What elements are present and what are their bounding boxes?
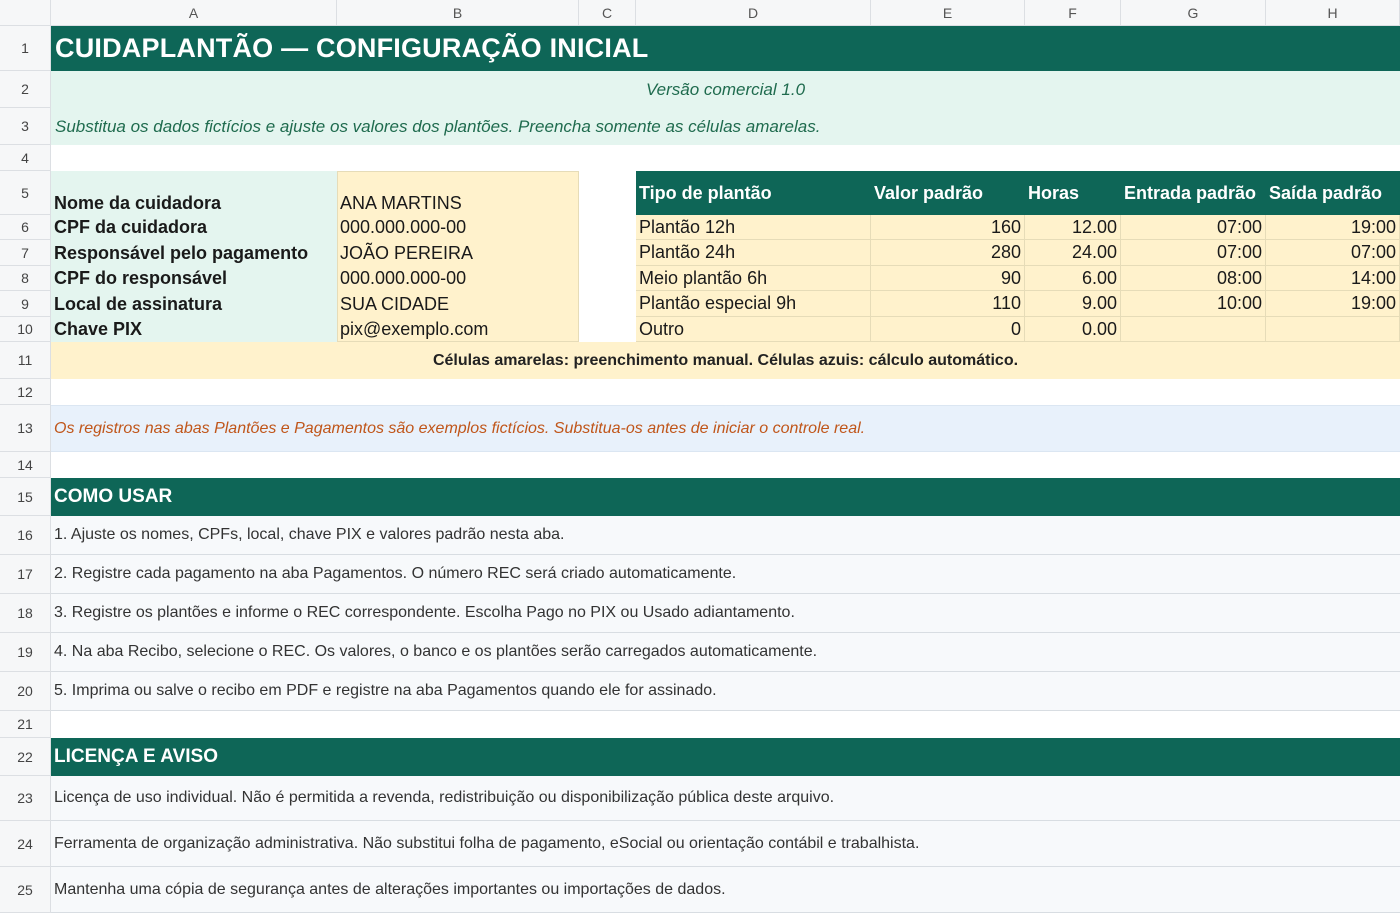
shift-header-entrada[interactable]: Entrada padrão (1124, 182, 1257, 203)
column-header-e[interactable]: E (871, 0, 1025, 26)
shift-cell[interactable]: Plantão especial 9h (636, 291, 871, 317)
shift-cell[interactable]: 0.00 (1025, 317, 1121, 342)
license-heading[interactable]: LICENÇA E AVISO (51, 738, 1400, 776)
row-header-16[interactable]: 16 (0, 516, 51, 555)
row-header-15[interactable]: 15 (0, 478, 51, 516)
row-header-21[interactable]: 21 (0, 711, 51, 738)
shift-cell[interactable]: 90 (871, 266, 1025, 291)
row-header-19[interactable]: 19 (0, 633, 51, 672)
row-header-3[interactable]: 3 (0, 108, 51, 145)
row-header-9[interactable]: 9 (0, 291, 51, 317)
shift-cell[interactable]: Plantão 12h (636, 215, 871, 240)
shift-cell[interactable] (1266, 317, 1400, 342)
how-to-step[interactable]: 3. Registre os plantões e informe o REC correspondente. Escolha Pago no PIX ou Usado adiantamento. (51, 594, 1400, 633)
instruction-text[interactable]: Substitua os dados fictícios e ajuste os valores dos plantões. Preencha somente as células amarelas. (51, 108, 1400, 145)
column-header-c[interactable]: C (579, 0, 636, 26)
shift-cell[interactable]: 110 (871, 291, 1025, 317)
select-all-corner[interactable] (0, 0, 51, 26)
row-header-11[interactable]: 11 (0, 342, 51, 379)
version-label: Versão comercial 1.0 (645, 79, 806, 99)
config-label-cpf-cuidadora[interactable]: CPF da cuidadora (54, 217, 208, 237)
shift-cell[interactable]: 14:00 (1266, 266, 1400, 291)
row-header-17[interactable]: 17 (0, 555, 51, 594)
config-value-cpf-responsavel[interactable]: 000.000.000-00 (340, 268, 467, 288)
shift-cell[interactable]: 6.00 (1025, 266, 1121, 291)
shift-cell[interactable]: 12.00 (1025, 215, 1121, 240)
page-title[interactable]: CUIDAPLANTÃO — CONFIGURAÇÃO INICIAL (51, 26, 1400, 71)
shift-cell[interactable]: Meio plantão 6h (636, 266, 871, 291)
row-header-25[interactable]: 25 (0, 867, 51, 913)
row-header-24[interactable]: 24 (0, 821, 51, 867)
how-to-step[interactable]: 4. Na aba Recibo, selecione o REC. Os valores, o banco e os plantões serão carregados automaticamente. (51, 633, 1400, 672)
how-to-step[interactable]: 1. Ajuste os nomes, CPFs, local, chave PIX e valores padrão nesta aba. (51, 516, 1400, 555)
row-header-8[interactable]: 8 (0, 266, 51, 291)
config-value-pix[interactable]: pix@exemplo.com (340, 319, 489, 339)
version-banner[interactable] (51, 71, 1400, 108)
config-value-nome[interactable]: ANA MARTINS (340, 192, 462, 213)
how-to-heading[interactable]: COMO USAR (51, 478, 1400, 516)
shift-cell[interactable]: Plantão 24h (636, 240, 871, 266)
shift-cell[interactable]: Outro (636, 317, 871, 342)
config-label-responsavel[interactable]: Responsável pelo pagamento (54, 242, 309, 263)
how-to-step[interactable]: 2. Registre cada pagamento na aba Pagamentos. O número REC será criado automaticamente. (51, 555, 1400, 594)
license-line[interactable]: Mantenha uma cópia de segurança antes de alterações importantes ou importações de dados. (51, 867, 1400, 913)
config-label-nome[interactable]: Nome da cuidadora (54, 192, 222, 213)
shift-cell[interactable] (1121, 317, 1266, 342)
column-header-g[interactable]: G (1121, 0, 1266, 26)
column-header-b[interactable]: B (337, 0, 579, 26)
shift-cell[interactable]: 0 (871, 317, 1025, 342)
shift-header-saida[interactable]: Saída padrão (1269, 182, 1383, 203)
config-value-responsavel[interactable]: JOÃO PEREIRA (340, 242, 474, 263)
legend-note[interactable]: Células amarelas: preenchimento manual. Células azuis: cálculo automático. (51, 342, 1400, 379)
config-label-cpf-responsavel[interactable]: CPF do responsável (54, 268, 228, 288)
how-to-step[interactable]: 5. Imprima ou salve o recibo em PDF e registre na aba Pagamentos quando ele for assinado. (51, 672, 1400, 711)
sample-data-warning[interactable]: Os registros nas abas Plantões e Pagamentos são exemplos fictícios. Substitua-os antes de iniciar o controle real. (51, 405, 1400, 452)
row-header-12[interactable]: 12 (0, 379, 51, 405)
row-header-20[interactable]: 20 (0, 672, 51, 711)
row-header-18[interactable]: 18 (0, 594, 51, 633)
row-header-5[interactable]: 5 (0, 171, 51, 215)
config-value-local[interactable]: SUA CIDADE (340, 293, 450, 314)
column-header-d[interactable]: D (636, 0, 871, 26)
column-header-h[interactable]: H (1266, 0, 1400, 26)
config-label-local[interactable]: Local de assinatura (54, 293, 223, 314)
shift-cell[interactable]: 08:00 (1121, 266, 1266, 291)
row-header-10[interactable]: 10 (0, 317, 51, 342)
shift-header-horas[interactable]: Horas (1028, 182, 1080, 203)
shift-cell[interactable]: 07:00 (1121, 215, 1266, 240)
row-header-4[interactable]: 4 (0, 145, 51, 171)
row-header-13[interactable]: 13 (0, 405, 51, 452)
row-header-22[interactable]: 22 (0, 738, 51, 776)
shift-cell[interactable]: 24.00 (1025, 240, 1121, 266)
config-value-cpf-cuidadora[interactable]: 000.000.000-00 (340, 217, 467, 237)
shift-cell[interactable]: 07:00 (1266, 240, 1400, 266)
shift-cell[interactable]: 9.00 (1025, 291, 1121, 317)
shift-header-tipo[interactable]: Tipo de plantão (639, 182, 772, 203)
shift-cell[interactable]: 10:00 (1121, 291, 1266, 317)
row-header-1[interactable]: 1 (0, 26, 51, 71)
shift-header-valor[interactable]: Valor padrão (874, 182, 984, 203)
column-header-a[interactable]: A (51, 0, 337, 26)
row-header-14[interactable]: 14 (0, 452, 51, 478)
shift-cell[interactable]: 280 (871, 240, 1025, 266)
column-header-f[interactable]: F (1025, 0, 1121, 26)
shift-cell[interactable]: 19:00 (1266, 291, 1400, 317)
shift-cell[interactable]: 19:00 (1266, 215, 1400, 240)
license-line[interactable]: Ferramenta de organização administrativa. Não substitui folha de pagamento, eSocial ou orientação contábil e trabalhista. (51, 821, 1400, 867)
config-label-pix[interactable]: Chave PIX (54, 319, 143, 339)
row-header-7[interactable]: 7 (0, 240, 51, 266)
shift-cell[interactable]: 07:00 (1121, 240, 1266, 266)
row-header-6[interactable]: 6 (0, 215, 51, 240)
row-header-23[interactable]: 23 (0, 776, 51, 821)
row-header-2[interactable]: 2 (0, 71, 51, 108)
license-line[interactable]: Licença de uso individual. Não é permitida a revenda, redistribuição ou disponibilização pública deste arquivo. (51, 776, 1400, 821)
shift-cell[interactable]: 160 (871, 215, 1025, 240)
